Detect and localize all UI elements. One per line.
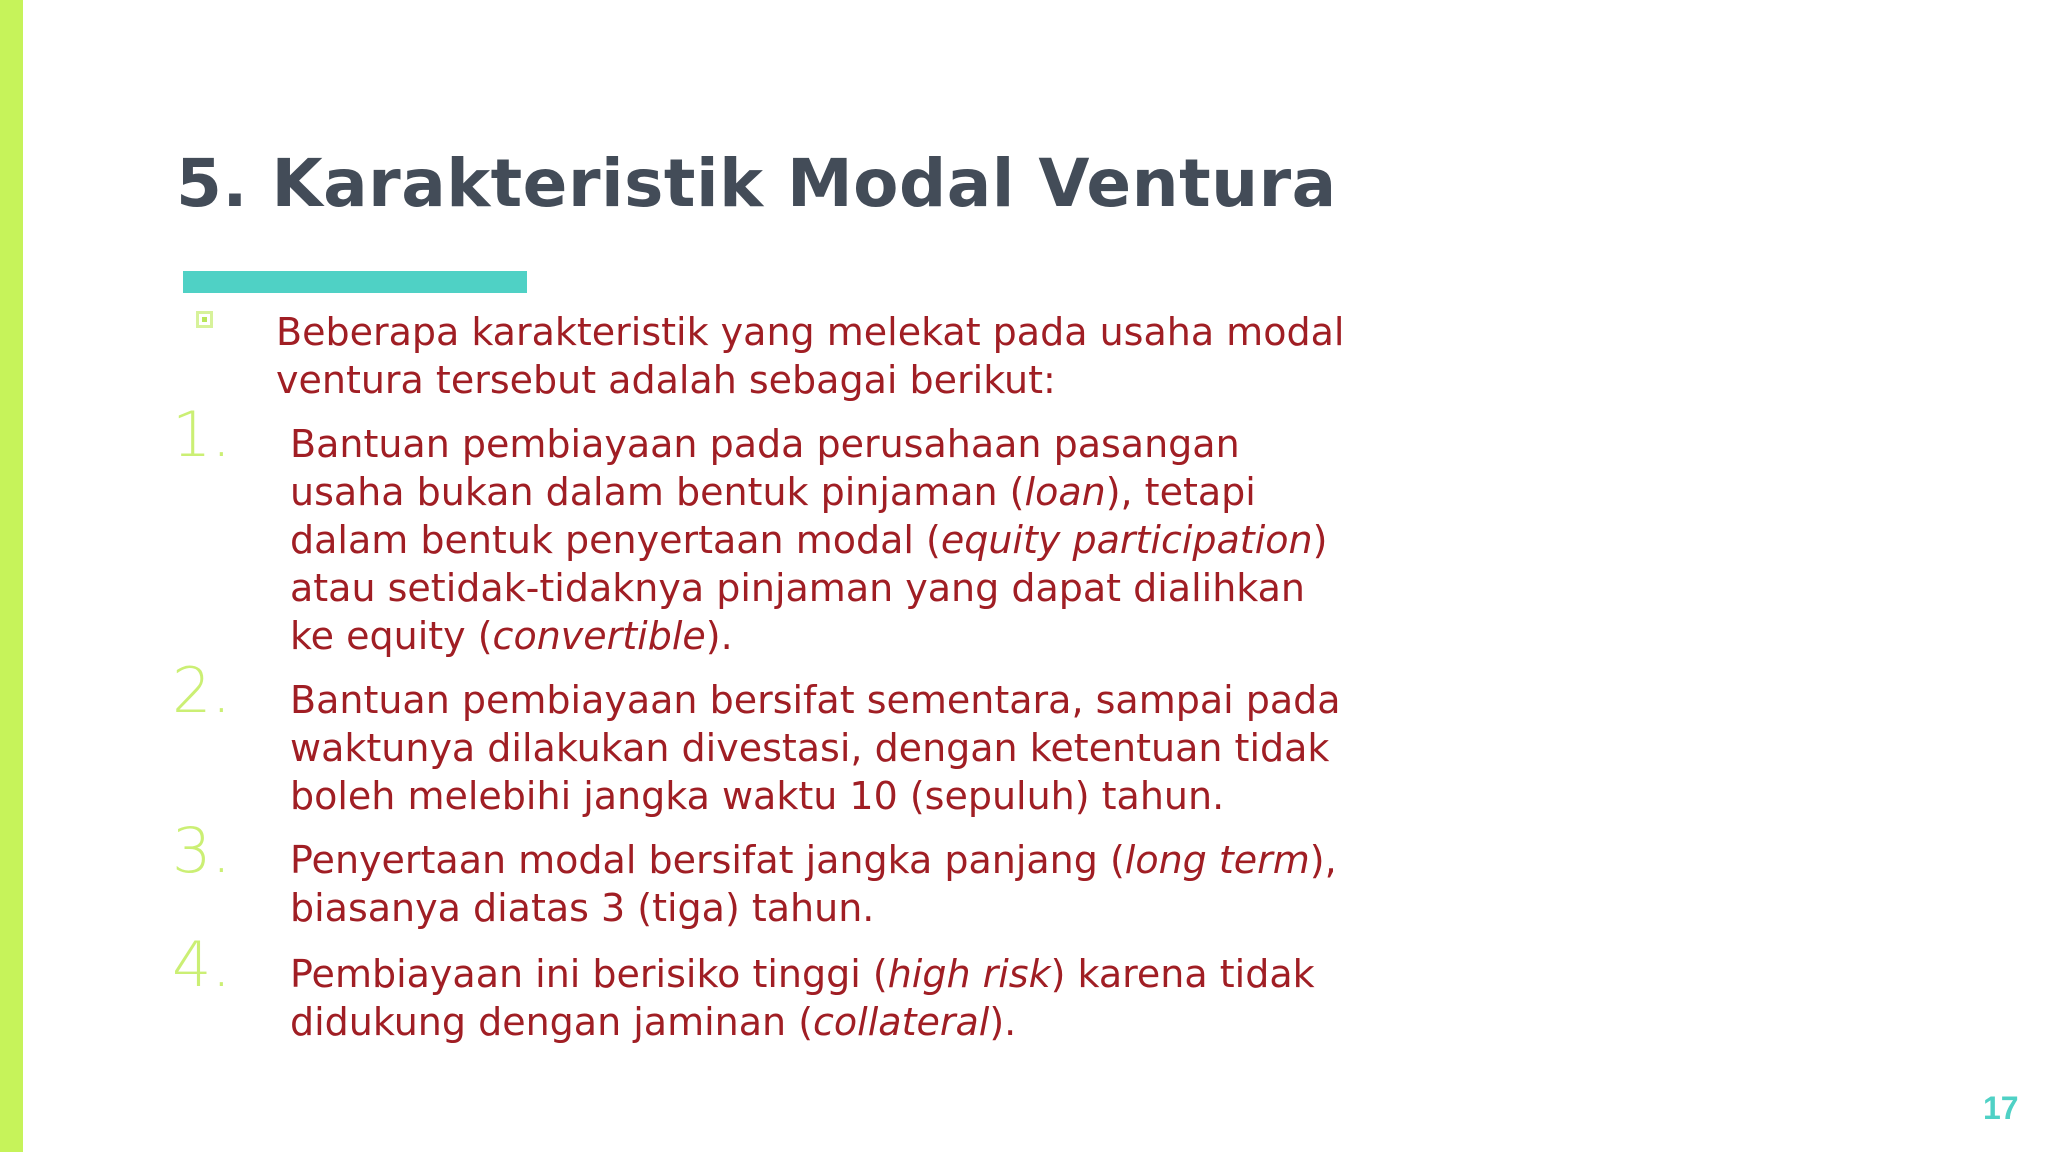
page-number: 17: [1983, 1090, 2019, 1126]
item-3-number: 3.: [172, 814, 232, 887]
item-2-number: 2.: [172, 654, 232, 727]
item-1-number: 1.: [172, 398, 232, 471]
item-4-number: 4.: [172, 928, 232, 1001]
slide-title: 5. Karakteristik Modal Ventura: [176, 145, 1337, 222]
intro-text: Beberapa karakteristik yang melekat pada usaha modal ventura tersebut adalah sebagai berikut:: [276, 310, 1345, 402]
square-bullet-icon: [196, 311, 213, 328]
list-item-1: Bantuan pembiayaan pada perusahaan pasangan usaha bukan dalam bentuk pinjaman (loan), tetapi dalam bentuk penyertaan modal (equity participation) atau setidak-tidaknya pinjaman yang dapat dialihkan ke equity (convertible).: [290, 422, 1328, 658]
title-underline: [183, 271, 527, 293]
list-item-2: Bantuan pembiayaan bersifat sementara, sampai pada waktunya dilakukan divestasi, dengan ketentuan tidak boleh melebihi jangka waktu 10 (sepuluh) tahun.: [290, 678, 1341, 818]
list-item-3: Penyertaan modal bersifat jangka panjang (long term), biasanya diatas 3 (tiga) tahun.: [290, 838, 1337, 930]
list-item-4: Pembiayaan ini berisiko tinggi (high risk) karena tidak didukung dengan jaminan (collateral).: [290, 952, 1315, 1044]
left-accent-bar: [0, 0, 23, 1152]
